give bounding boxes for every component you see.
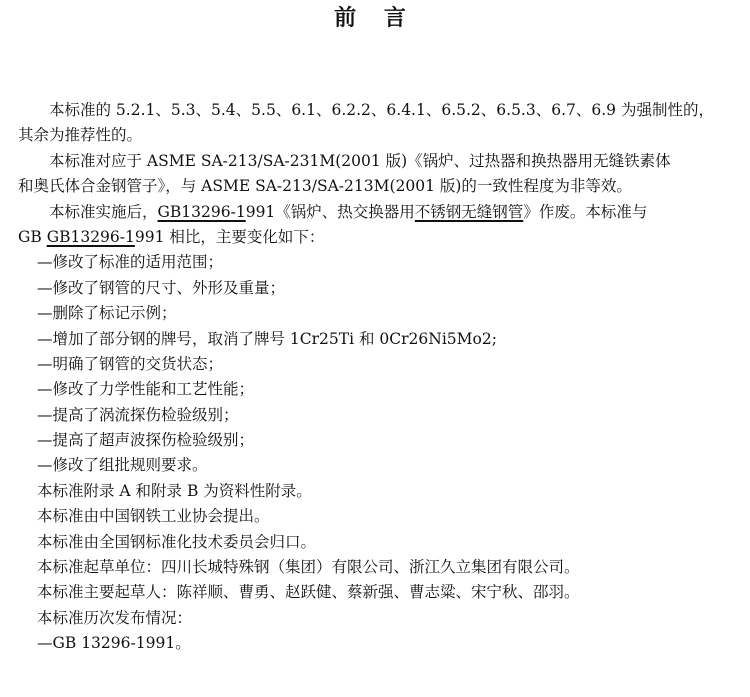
change-item: —明确了钢管的交货状态； [37, 354, 224, 373]
statement-line: 本标准由中国钢铁工业协会提出。 [37, 507, 270, 526]
change-item: —修改了钢管的尺寸、外形及重量； [37, 278, 286, 297]
paragraph-3-text-a: 本标准实施后， [49, 202, 158, 221]
change-item: —修改了组批规则要求。 [37, 456, 208, 475]
paragraph-2-line-1: 本标准对应于 ASME SA-213/SA-231M(2001 版)《锅炉、过热器和换热器用无缝铁素体 [49, 151, 671, 170]
page-title: 前 言 [334, 6, 416, 31]
paragraph-3-text-b: 991《锅炉、热交换器用 [245, 202, 415, 221]
paragraph-1-line-2: 其余为推荐性的。 [18, 126, 143, 145]
change-item: —修改了标准的适用范围； [37, 253, 224, 272]
paragraph-1-line-1: 本标准的 5.2.1、5.3、5.4、5.5、6.1、6.2.2、6.4.1、6.5.2、6.5.3、6.7、6.9 为强制性的， [49, 101, 714, 119]
product-name-underlined: 不锈钢无缝钢管 [414, 202, 524, 221]
paragraph-3-text-e: 991 相比，主要变化如下： [134, 227, 325, 246]
standard-reference-underlined: GB13296-1 [46, 227, 135, 246]
change-item: —提高了涡流探伤检验级别； [37, 405, 239, 424]
statement-line: 本标准主要起草人：陈祥顺、曹勇、赵跃健、蔡新强、曹志粱、宋宁秋、邵羽。 [37, 583, 580, 602]
change-item: —增加了部分钢的牌号，取消了牌号 1Cr25Ti 和 0Cr26Ni5Mo2; [37, 329, 497, 348]
statement-line: 本标准附录 A 和附录 B 为资料性附录。 [37, 481, 312, 500]
change-item: —修改了力学性能和工艺性能； [37, 380, 255, 399]
paragraph-3-line-1 [18, 200, 740, 225]
statement-line: 本标准由全国钢标准化技术委员会归口。 [37, 532, 317, 551]
change-item: —删除了标记示例； [37, 304, 177, 323]
paragraph-3-line-2 [18, 225, 740, 250]
history-item: —GB 13296-1991。 [37, 634, 191, 653]
paragraph-3-text-d: GB [18, 227, 47, 246]
statement-line: 本标准起草单位：四川长城特殊钢（集团）有限公司、浙江久立集团有限公司。 [37, 558, 580, 577]
statement-line: 本标准历次发布情况： [37, 608, 193, 627]
change-item: —提高了超声波探伤检验级别； [37, 431, 255, 450]
paragraph-2-line-2: 和奥氏体合金钢管子》，与 ASME SA-213/SA-213M(2001 版)的一致性程度为非等效。 [18, 177, 632, 196]
document-body [18, 98, 740, 657]
standard-reference-underlined: GB13296-1 [157, 202, 246, 221]
paragraph-3-text-c: 》作废。本标准与 [523, 202, 648, 221]
